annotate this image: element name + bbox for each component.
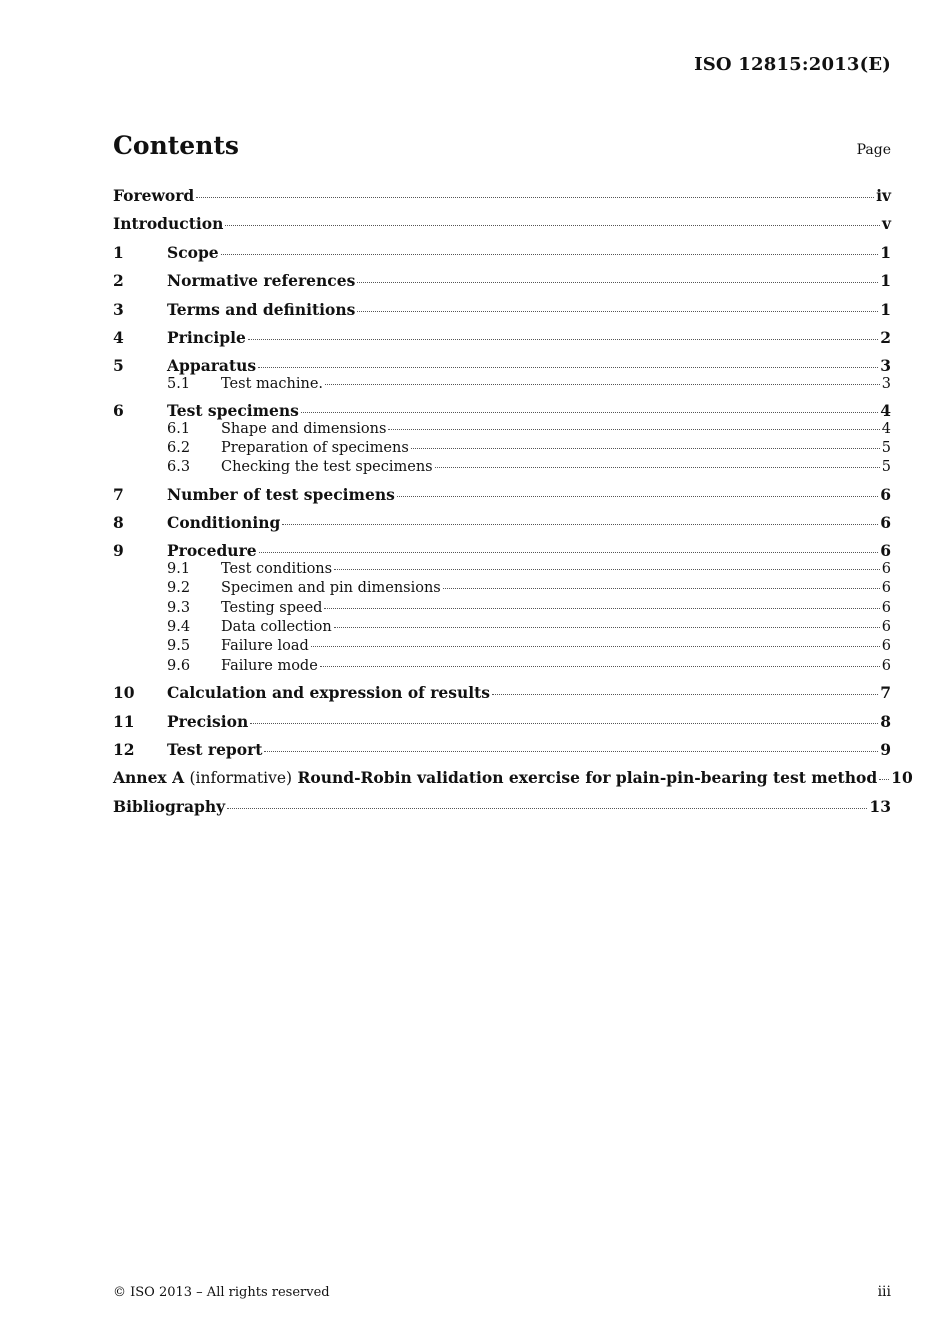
- toc-title: Test specimens: [167, 401, 299, 421]
- toc-number: 9.4: [167, 619, 191, 636]
- toc-number: 6.2: [167, 439, 191, 456]
- dot-leader: [324, 608, 879, 609]
- toc-title: Precision: [167, 711, 249, 731]
- toc-entry-9-4[interactable]: [113, 619, 891, 638]
- toc-number: 5: [113, 356, 124, 376]
- toc-number: 9.3: [167, 599, 191, 616]
- toc-title: Terms and definitions: [167, 299, 356, 319]
- toc-number: 7: [113, 484, 124, 504]
- toc-number: 9.5: [167, 638, 191, 655]
- toc-entry-3[interactable]: [113, 300, 891, 328]
- toc-entry-bibliography[interactable]: [113, 797, 891, 825]
- toc-entry-5-1[interactable]: [113, 376, 891, 395]
- toc-entry-introduction[interactable]: [113, 214, 891, 242]
- toc-page: v: [881, 214, 891, 234]
- copyright-notice: © ISO 2013 – All rights reserved: [113, 1285, 330, 1300]
- dot-leader: [357, 282, 878, 283]
- toc-number: 5.1: [167, 375, 191, 392]
- dot-leader: [435, 467, 880, 468]
- toc-number: 6.1: [167, 420, 191, 437]
- page-column-label: Page: [856, 142, 891, 158]
- toc-number: 1: [113, 242, 124, 262]
- toc-entry-6-3[interactable]: [113, 459, 891, 478]
- toc-page: 5: [881, 439, 891, 456]
- toc-page: 6: [881, 657, 891, 674]
- toc-number: 6: [113, 401, 124, 421]
- dot-leader: [301, 412, 878, 413]
- toc-entry-6-2[interactable]: [113, 440, 891, 459]
- toc-number: 9: [113, 541, 124, 561]
- toc-number: 12: [113, 739, 135, 759]
- dot-leader: [264, 751, 878, 752]
- toc-entry-5[interactable]: [113, 356, 891, 375]
- dot-leader: [388, 429, 879, 430]
- dot-leader: [325, 384, 880, 385]
- toc-page: 6: [881, 638, 891, 655]
- toc-title: Scope: [167, 242, 219, 262]
- toc-entry-9[interactable]: [113, 541, 891, 560]
- toc-entry-10[interactable]: [113, 683, 891, 711]
- toc-number: 9.6: [167, 657, 191, 674]
- toc-entry-foreword[interactable]: [113, 186, 891, 214]
- toc-entry-1[interactable]: [113, 243, 891, 271]
- toc-page: iv: [876, 186, 891, 205]
- page-title: Contents: [113, 131, 240, 160]
- table-of-contents: [113, 186, 913, 825]
- toc-number: 10: [113, 683, 135, 703]
- toc-title: Test conditions: [221, 560, 333, 577]
- toc-title: Apparatus: [167, 356, 257, 376]
- toc-page: 6: [881, 619, 891, 636]
- toc-page: 1: [880, 271, 891, 291]
- toc-page: 7: [880, 683, 891, 703]
- toc-title: Conditioning: [167, 513, 281, 533]
- toc-page: 6: [881, 599, 891, 616]
- annex-label: Annex A: [113, 768, 185, 788]
- toc-title: Specimen and pin dimensions: [221, 580, 441, 597]
- dot-leader: [227, 808, 867, 809]
- toc-title: Failure mode: [221, 657, 318, 674]
- toc-page: 13: [869, 796, 891, 816]
- toc-title: Normative references: [167, 271, 356, 291]
- toc-title: Calculation and expression of results: [167, 683, 491, 703]
- toc-entry-8[interactable]: [113, 513, 891, 541]
- toc-entry-9-3[interactable]: [113, 600, 891, 619]
- toc-page: 6: [881, 580, 891, 597]
- toc-title: Round-Robin validation exercise for plain-pin-bearing test method: [297, 768, 878, 788]
- toc-entry-6-1[interactable]: [113, 421, 891, 440]
- dot-leader: [250, 723, 878, 724]
- toc-title: Number of test specimens: [167, 484, 395, 504]
- toc-number: 4: [113, 327, 124, 347]
- dot-leader: [334, 569, 880, 570]
- toc-page: 4: [880, 401, 891, 421]
- dot-leader: [248, 339, 878, 340]
- toc-page: 2: [880, 327, 891, 347]
- dot-leader: [221, 254, 879, 255]
- toc-number: 3: [113, 299, 124, 319]
- toc-number: 11: [113, 711, 135, 731]
- page-number: iii: [877, 1284, 891, 1300]
- dot-leader: [357, 311, 878, 312]
- toc-title: Preparation of specimens: [221, 439, 409, 456]
- dot-leader: [443, 588, 880, 589]
- annex-qualifier: (informative): [189, 769, 293, 788]
- toc-page: 6: [881, 560, 891, 577]
- toc-number: 6.3: [167, 459, 191, 476]
- toc-page: 3: [880, 356, 891, 376]
- toc-entry-9-5[interactable]: [113, 638, 891, 657]
- toc-page: 10: [891, 768, 913, 788]
- document-identifier: ISO 12815:2013(E): [694, 54, 891, 75]
- toc-page: 1: [880, 242, 891, 262]
- toc-title: Introduction: [113, 214, 224, 234]
- toc-number: 9.1: [167, 560, 191, 577]
- toc-entry-9-6[interactable]: [113, 658, 891, 677]
- dot-leader: [259, 552, 879, 553]
- dot-leader: [411, 448, 880, 449]
- toc-title: Testing speed: [221, 599, 323, 616]
- toc-page: 1: [880, 299, 891, 319]
- toc-title: Test report: [167, 739, 263, 759]
- toc-entry-12[interactable]: [113, 740, 891, 768]
- toc-title: Principle: [167, 327, 246, 347]
- toc-title: Failure load: [221, 638, 309, 655]
- dot-leader: [492, 694, 878, 695]
- dot-leader: [225, 225, 880, 226]
- dot-leader: [879, 779, 889, 780]
- toc-number: 2: [113, 271, 124, 291]
- toc-entry-4[interactable]: [113, 328, 891, 356]
- toc-page: 4: [881, 420, 891, 437]
- toc-page: 9: [880, 739, 891, 759]
- toc-number: 9.2: [167, 580, 191, 597]
- toc-page: 3: [881, 375, 891, 392]
- toc-page: 6: [880, 484, 891, 504]
- toc-title: Procedure: [167, 541, 257, 561]
- toc-page: 5: [881, 459, 891, 476]
- dot-leader: [320, 666, 880, 667]
- toc-entry-11[interactable]: [113, 712, 891, 740]
- dot-leader: [196, 197, 874, 198]
- dot-leader: [311, 646, 880, 647]
- dot-leader: [258, 367, 878, 368]
- toc-title: Foreword: [113, 186, 195, 205]
- toc-title: Test machine.: [221, 375, 324, 392]
- toc-page: 8: [880, 711, 891, 731]
- toc-title: Shape and dimensions: [221, 420, 387, 437]
- toc-number: 8: [113, 513, 124, 533]
- toc-entry-7[interactable]: [113, 485, 891, 513]
- dot-leader: [397, 496, 878, 497]
- toc-title: Data collection: [221, 619, 332, 636]
- toc-title: Checking the test specimens: [221, 459, 433, 476]
- toc-entry-2[interactable]: [113, 271, 891, 299]
- toc-entry-9-2[interactable]: [113, 580, 891, 599]
- toc-entry-6[interactable]: [113, 401, 891, 420]
- toc-entry-9-1[interactable]: [113, 561, 891, 580]
- toc-title: Bibliography: [113, 796, 226, 816]
- dot-leader: [282, 524, 878, 525]
- toc-entry-annex-a[interactable]: [113, 768, 913, 796]
- toc-page: 6: [880, 541, 891, 561]
- toc-page: 6: [880, 513, 891, 533]
- dot-leader: [334, 627, 880, 628]
